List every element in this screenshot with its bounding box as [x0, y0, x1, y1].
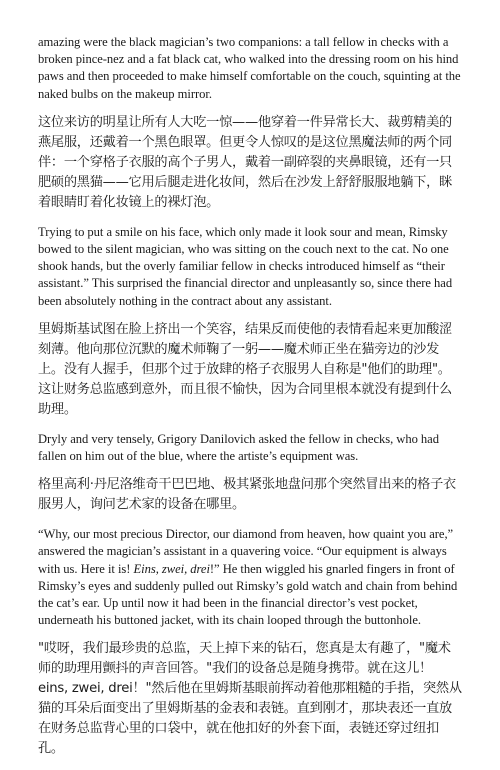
paragraph-en-2: Trying to put a smile on his face, which only made it look sour and mean, Rimsky bowed to the silent magician, who was sitting on the couch next to the cat. No one shook hands, but the overly familiar fellow in checks introduced himself as “their assistant.” This surprised the financial director and unpleasantly so, since there had been absolutely nothing in the contract about any assistant.: [38, 224, 453, 308]
paragraph-en-4-part-1: “Why, our most precious Director, our diamond from heaven, how quaint you are,” answered the magician’s assistant in a quavering voice. “Our equipment is always with us. Here it is!: [38, 527, 454, 576]
paragraph-en-3: Dryly and very tensely, Grigory Danilovich asked the fellow in checks, who had fallen on him out of the blue, where the artiste’s equipment was.: [38, 431, 439, 464]
paragraph-zh-1: 这位来访的明星让所有人大吃一惊——他穿着一件异常长大、裁剪精美的燕尾服，还戴着一个黑色眼罩。但更令人惊叹的是这位黑魔法师的两个同伴：一个穿格子衣服的高个子男人，戴着一副碎裂的夹鼻眼镜，还有一只肥硕的黑猫——它用后腿走进化妆间，然后在沙发上舒舒服服地躺下，眯着眼睛盯着化妆镜上的裸灯泡。: [38, 114, 452, 210]
paragraph-en-4-part-2: !” He then wiggled his gnarled fingers in front of Rimsky’s eyes and suddenly pulled out Rimsky’s gold watch and chain from behind the cat’s ear. Up until now it had been in the financial director’s vest pocket, underneath his buttoned jacket, with its chain looped through the buttonhole.: [38, 561, 458, 628]
paragraph-en-4-italic: Eins, zwei, drei: [133, 561, 210, 576]
paragraph-zh-3: 格里高利·丹尼洛维奇干巴巴地、极其紧张地盘问那个突然冒出来的格子衣服男人，询问艺术家的设备在哪里。: [38, 477, 456, 513]
paragraph-en-1: amazing were the black magician’s two companions: a tall fellow in checks with a broken pince-nez and a fat black cat, who walked into the dressing room on his hind paws and then proceeded to make himself comfortable on the couch, squinting at the naked bulbs on the makeup mirror.: [38, 35, 461, 101]
paragraph-zh-4: "哎呀，我们最珍贵的总监，天上掉下来的钻石，您真是太有趣了，"魔术师的助理用颤抖的声音回答。"我们的设备总是随身携带。就在这儿！ eins, zwei, drei！"然后他在里姆斯基眼前挥动着他那粗糙的手指，突然从猫的耳朵后面变出了里姆斯基的金表和表链。直到刚才，那块表还一直放在财务总监背心里的口袋中，就在他扣好的外套下面，表链还穿过纽扣孔。: [38, 641, 462, 757]
paragraph-zh-2: 里姆斯基试图在脸上挤出一个笑容，结果反而使他的表情看起来更加酸涩刻薄。他向那位沉默的魔术师鞠了一躬——魔术师正坐在猫旁边的沙发上。没有人握手，但那个过于放肆的格子衣服男人自称是"他们的助理"。这让财务总监感到意外，而且很不愉快，因为合同里根本就没有提到什么助理。: [38, 321, 452, 417]
paragraph-en-4: [38, 526, 462, 629]
document-page: [38, 34, 462, 770]
